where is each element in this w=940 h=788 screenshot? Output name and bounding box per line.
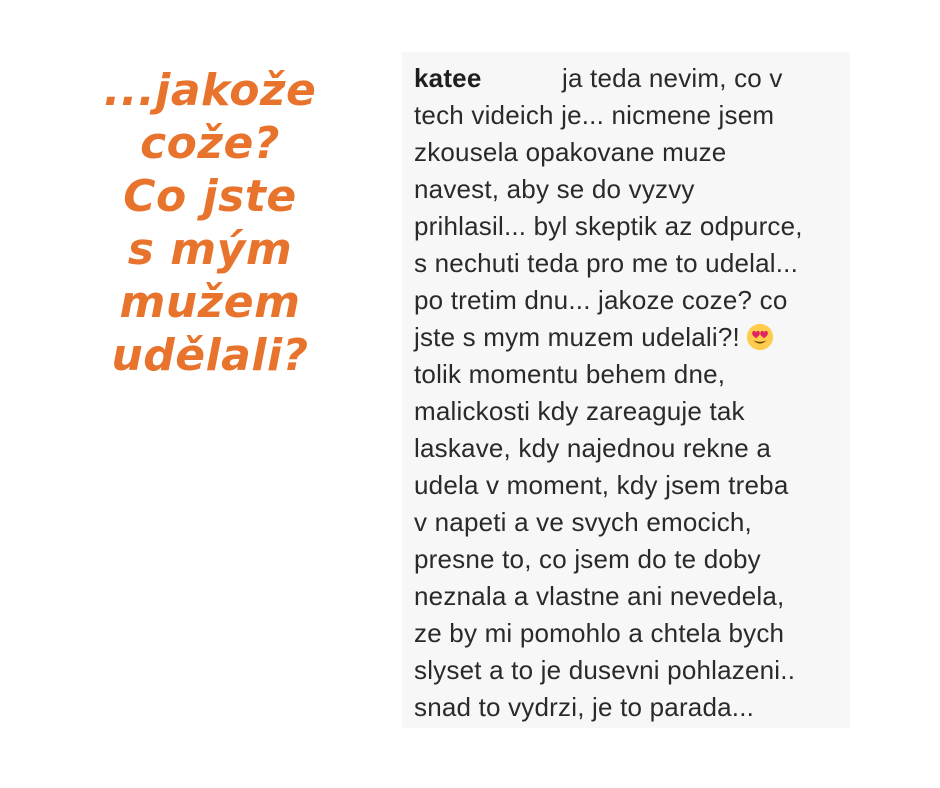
comment-line: snad to vydrzi, je to parada... — [414, 692, 755, 722]
comment-line: s nechuti teda pro me to udelal... — [414, 248, 799, 278]
comment-line: ze by mi pomohlo a chtela bych — [414, 618, 785, 648]
headline-line: ...jakože — [103, 65, 317, 116]
headline-line: Co jste — [123, 171, 297, 222]
comment-line: navest, aby se do vyzvy — [414, 174, 695, 204]
comment-body — [414, 60, 844, 726]
comment-line: slyset a to je dusevni pohlazeni.. — [414, 655, 796, 685]
comment-line: zkousela opakovane muze — [414, 137, 727, 167]
headline — [40, 64, 380, 382]
comment-line: prihlasil... byl skeptik az odpurce, — [414, 211, 803, 241]
headline-line: mužem — [119, 277, 301, 328]
comment-line: laskave, kdy najednou rekne a — [414, 433, 772, 463]
comment-line: tolik momentu behem dne, — [414, 359, 726, 389]
headline-line: cože? — [140, 118, 280, 169]
comment-line: tech videich je... nicmene jsem — [414, 100, 775, 130]
heart-eyes-emoji-icon — [746, 323, 774, 351]
comment-line: po tretim dnu... jakoze coze? co — [414, 285, 788, 315]
comment-username[interactable]: katee — [414, 63, 482, 93]
headline-line: s mým — [127, 224, 293, 275]
headline-line: udělali? — [111, 330, 309, 381]
comment-screenshot — [402, 52, 850, 728]
comment-first-line — [414, 60, 844, 97]
comment-line: presne to, co jsem do te doby — [414, 544, 761, 574]
comment-line: v napeti a ve svych emocich, — [414, 507, 752, 537]
comment-line: jste s mym muzem udelali?! — [414, 322, 740, 352]
comment-line: neznala a vlastne ani nevedela, — [414, 581, 785, 611]
comment-line: malickosti kdy zareaguje tak — [414, 396, 745, 426]
comment-line: udela v moment, kdy jsem treba — [414, 470, 789, 500]
comment-line-with-emoji — [414, 319, 844, 356]
comment-line: ja teda nevim, co v — [562, 63, 783, 93]
